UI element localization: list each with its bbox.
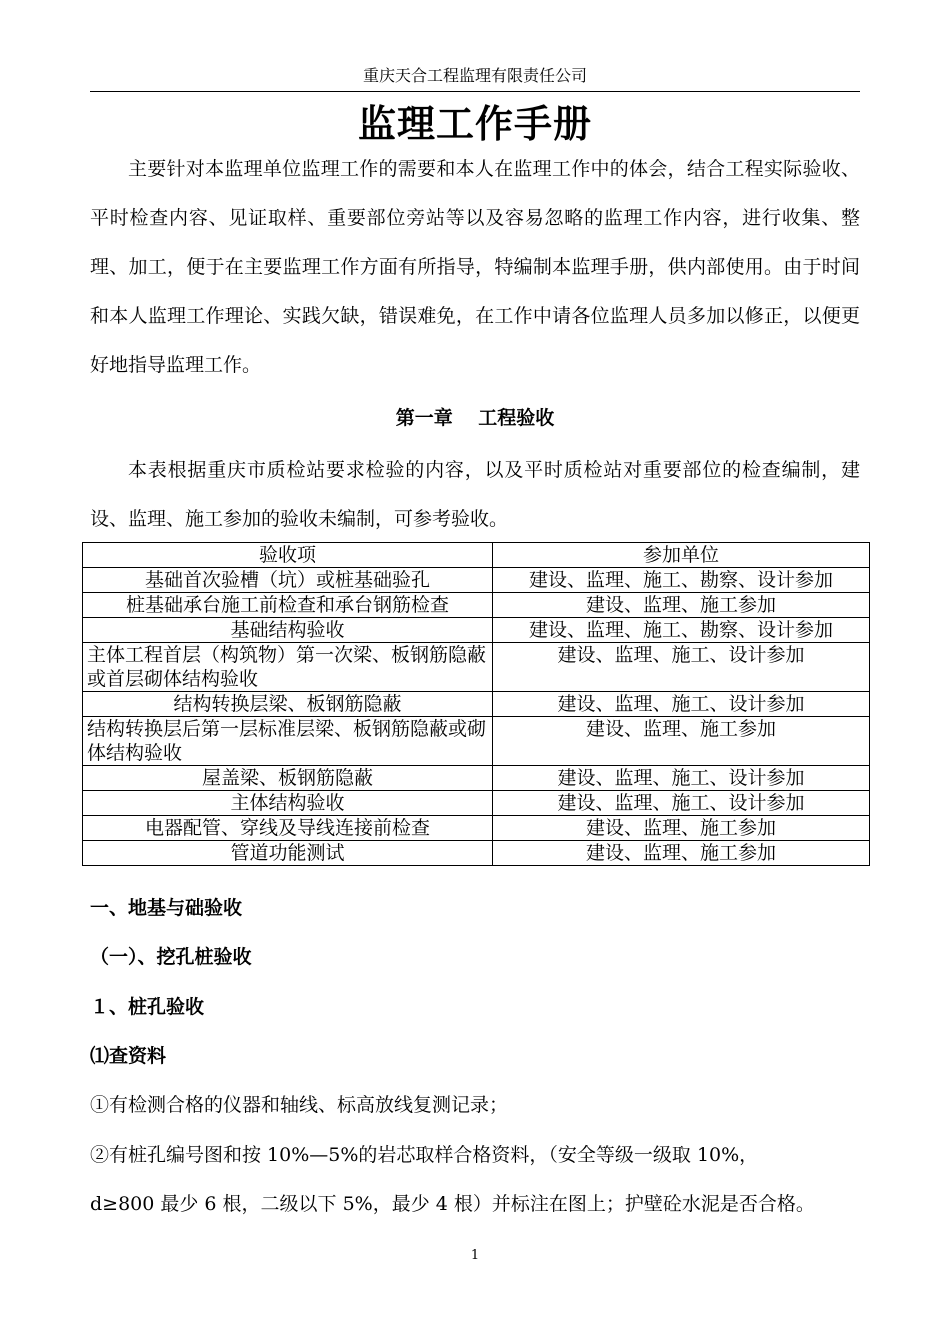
table-row: [83, 766, 870, 791]
table-row: [83, 791, 870, 816]
chapter-heading: 第一章 工程验收: [395, 407, 555, 429]
page-title: 监理工作手册: [357, 102, 592, 146]
acceptance-item: 桩基础承台施工前检查和承台钢筋检查: [83, 593, 493, 618]
list-item: ①有检测合格的仪器和轴线、标高放线复测记录；: [90, 1094, 509, 1116]
list-item: ②有桩孔编号图和按 10%—5%的岩芯取样合格资料，（安全等级一级取 10%，: [90, 1144, 759, 1166]
section-heading-foundation: 一、地基与础验收: [90, 897, 243, 919]
participating-units: 建设、监理、施工、设计参加: [493, 766, 870, 791]
participating-units: 建设、监理、施工、勘察、设计参加: [493, 568, 870, 593]
table-row: [83, 618, 870, 643]
subsection-heading-pile-hole: １、桩孔验收: [90, 996, 205, 1018]
column-header-item: 验收项: [83, 543, 493, 568]
participating-units: 建设、监理、施工参加: [493, 841, 870, 866]
table-header-row: [83, 543, 870, 568]
acceptance-item: 基础首次验槽（坑）或桩基础验孔: [83, 568, 493, 593]
page-number: 1: [470, 1248, 480, 1263]
chapter-intro-paragraph: 本表根据重庆市质检站要求检验的内容，以及平时质检站对重要部位的检查编制，建设、监理、施工参加的验收未编制，可参考验收。: [90, 459, 860, 530]
acceptance-item: 电器配管、穿线及导线连接前检查: [83, 816, 493, 841]
company-header: 重庆天合工程监理有限责任公司: [362, 66, 587, 85]
table-row: [83, 568, 870, 593]
participating-units: 建设、监理、施工、勘察、设计参加: [493, 618, 870, 643]
acceptance-item: 主体结构验收: [83, 791, 493, 816]
participating-units: 建设、监理、施工参加: [493, 816, 870, 841]
participating-units: 建设、监理、施工参加: [493, 593, 870, 618]
acceptance-item: 基础结构验收: [83, 618, 493, 643]
participating-units: 建设、监理、施工、设计参加: [493, 791, 870, 816]
table-row: [83, 692, 870, 717]
participating-units: 建设、监理、施工、设计参加: [493, 692, 870, 717]
acceptance-table: [82, 542, 870, 866]
subsection-heading-dug-piles: （一）、挖孔桩验收: [90, 946, 252, 968]
table-row: [83, 593, 870, 618]
table-row: [83, 643, 870, 692]
list-item-continuation: d≥800 最少 6 根，二级以下 5%，最少 4 根）并标注在图上；护壁砼水泥是否合格。: [90, 1193, 815, 1215]
column-header-units: 参加单位: [493, 543, 870, 568]
table-row: [83, 717, 870, 766]
acceptance-item: 管道功能测试: [83, 841, 493, 866]
header-divider: [90, 91, 860, 92]
participating-units: 建设、监理、施工、设计参加: [493, 643, 870, 692]
table-row: [83, 816, 870, 841]
acceptance-item: 主体工程首层（构筑物）第一次梁、板钢筋隐蔽或首层砌体结构验收: [83, 643, 493, 692]
subsection-heading-check-documents: ⑴查资料: [90, 1045, 167, 1067]
table-row: [83, 841, 870, 866]
acceptance-item: 结构转换层梁、板钢筋隐蔽: [83, 692, 493, 717]
participating-units: 建设、监理、施工参加: [493, 717, 870, 766]
intro-paragraph: 主要针对本监理单位监理工作的需要和本人在监理工作中的体会，结合工程实际验收、平时检查内容、见证取样、重要部位旁站等以及容易忽略的监理工作内容，进行收集、整理、加工，便于在主要监理工作方面有所指导，特编制本监理手册，供内部使用。由于时间和本人监理工作理论、实践欠缺，错误难免，在工作中请各位监理人员多加以修正，以便更好地指导监理工作。: [90, 158, 860, 376]
acceptance-item: 结构转换层后第一层标准层梁、板钢筋隐蔽或砌体结构验收: [83, 717, 493, 766]
acceptance-item: 屋盖梁、板钢筋隐蔽: [83, 766, 493, 791]
